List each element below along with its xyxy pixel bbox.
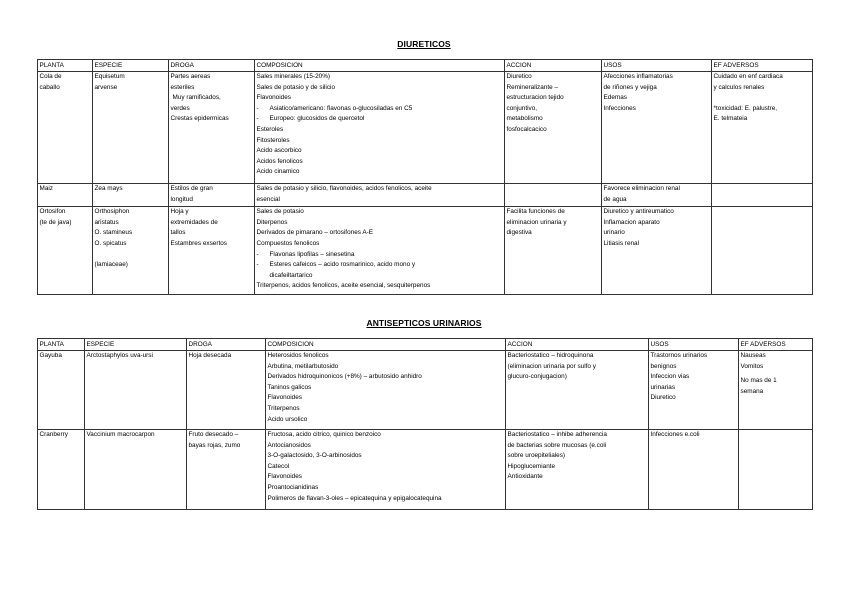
cell-ef-adversos — [712, 206, 813, 294]
cell-droga: Estilos de gran longitud — [169, 183, 255, 206]
header-droga: DROGA — [187, 339, 266, 351]
cell-usos: Favorece eliminacion renal de agua — [602, 183, 712, 206]
cell-usos: Afecciones inflamatorias de riñones y vejiga Edemas Infecciones — [602, 71, 712, 183]
table-row — [38, 429, 813, 509]
cell-usos: Diuretico y antireumatico Inflamacion aparato urinario Litiasis renal — [602, 206, 712, 294]
cell-droga: Hoja y extremidades de tallos Estambres exsertos — [169, 206, 255, 294]
cell-ef-adversos — [712, 183, 813, 206]
cell-droga: Hoja desecada — [187, 350, 266, 429]
table-row — [38, 71, 813, 183]
cell-composicion: Heterosidos fenolicos Arbutina, metilarbutosido Derivados hidroquinonicos (+8%) – arbutosido anhidro Taninos galicos Flavonoides Triterpenos Acido ursolico — [266, 350, 506, 429]
cell-composicion: Fructosa, acido citrico, quinico benzoico Antocianosidos 3-O-galactosido, 3-O-arbinosidos Catecol Flavonoides Proantocianidinas Polimeros de flavan-3-oles – epicatequina y epigalocatequina — [266, 429, 506, 509]
cell-accion: Bacteriostatico – inhibe adherencia de bacterias sobre mucosas (e.coli sobre uroepiteliales) Hipoglucemiante Antioxidante — [506, 429, 649, 509]
cell-droga: Partes aereas esteriles Muy ramificados, verdes Crestas epidermicas — [169, 71, 255, 183]
cell-accion — [505, 183, 602, 206]
table-row — [38, 350, 813, 429]
cell-especie: Equisetum arvense — [93, 71, 169, 183]
cell-composicion: Sales de potasio y silicio, flavonoides, acidos fenolicos, aceite esencial — [255, 183, 505, 206]
cell-planta: Ortosifon (te de java) — [38, 206, 93, 294]
cell-accion: Facilita funciones de eliminacion urinaria y digestiva — [505, 206, 602, 294]
cell-planta: Cranberry — [38, 429, 85, 509]
cell-especie: Zea mays — [93, 183, 169, 206]
cell-ef-adversos: Cuidado en enf cardiaca y calculos renales *toxicidad: E. palustre, E. telmateia — [712, 71, 813, 183]
header-planta: PLANTA — [38, 339, 85, 351]
cell-ef-adversos: Nauseas Vomitos No mas de 1 semana — [739, 350, 813, 429]
cell-planta: Maiz — [38, 183, 93, 206]
header-planta: PLANTA — [38, 60, 93, 72]
table-header-row — [38, 60, 813, 72]
header-usos: USOS — [602, 60, 712, 72]
table-row — [38, 183, 813, 206]
cell-especie: Vaccinium macrocarpon — [85, 429, 187, 509]
header-accion: ACCION — [505, 60, 602, 72]
cell-ef-adversos — [739, 429, 813, 509]
table-header-row — [38, 339, 813, 351]
cell-especie: Arctostaphylos uva-ursi — [85, 350, 187, 429]
header-ef-adversos: EF ADVERSOS — [712, 60, 813, 72]
header-composicion: COMPOSICION — [255, 60, 505, 72]
diureticos-table — [37, 59, 813, 295]
cell-usos: Trastornos urinarios benignos Infeccion vias urinarias Diuretico — [649, 350, 739, 429]
diureticos-title: DIURETICOS — [397, 39, 451, 49]
cell-accion: Diuretico Remineralizante – estructuracion tejido conjuntivo, metabolismo fosfocalcacico — [505, 71, 602, 183]
cell-planta: Gayuba — [38, 350, 85, 429]
cell-composicion: Sales de potasio Diterpenos Derivados de pimarano – ortosifones A-E Compuestos fenolicos - Flavonas lipofilas – sinesetina - Esteres cafeicos – acido rosmarinico, acido mono y dicafeiltartarico Triterpenos, acidos fenolicos, aceite esencial, sesquiterpenos — [255, 206, 505, 294]
cell-usos: Infecciones e.coli — [649, 429, 739, 509]
table-row — [38, 206, 813, 294]
header-droga: DROGA — [169, 60, 255, 72]
cell-droga: Fruto desecado – bayas rojas, zumo — [187, 429, 266, 509]
cell-accion: Bacteriostatico – hidroquinona (eliminacion urinaria por sulfo y glucuro-conjugacion) — [506, 350, 649, 429]
cell-planta: Cola de caballo — [38, 71, 93, 183]
cell-especie: Orthosiphon aristatus O. stamineus O. spicatus (lamiaceae) — [93, 206, 169, 294]
header-composicion: COMPOSICION — [266, 339, 506, 351]
header-usos: USOS — [649, 339, 739, 351]
header-especie: ESPECIE — [85, 339, 187, 351]
header-ef-adversos: EF ADVERSOS — [739, 339, 813, 351]
antisepticos-table — [37, 338, 813, 510]
antisepticos-title: ANTISEPTICOS URINARIOS — [366, 318, 482, 328]
header-accion: ACCION — [506, 339, 649, 351]
cell-composicion: Sales minerales (15-20%) Sales de potasio y de silicio Flavonoides - Asiatico/americano: flavonas o-glucosiladas en C5 - Europeo: glucosidos de quercetol Esteroles Fitosteroles Acido ascorbico Acidos fenolicos Acido cinamico — [255, 71, 505, 183]
header-especie: ESPECIE — [93, 60, 169, 72]
